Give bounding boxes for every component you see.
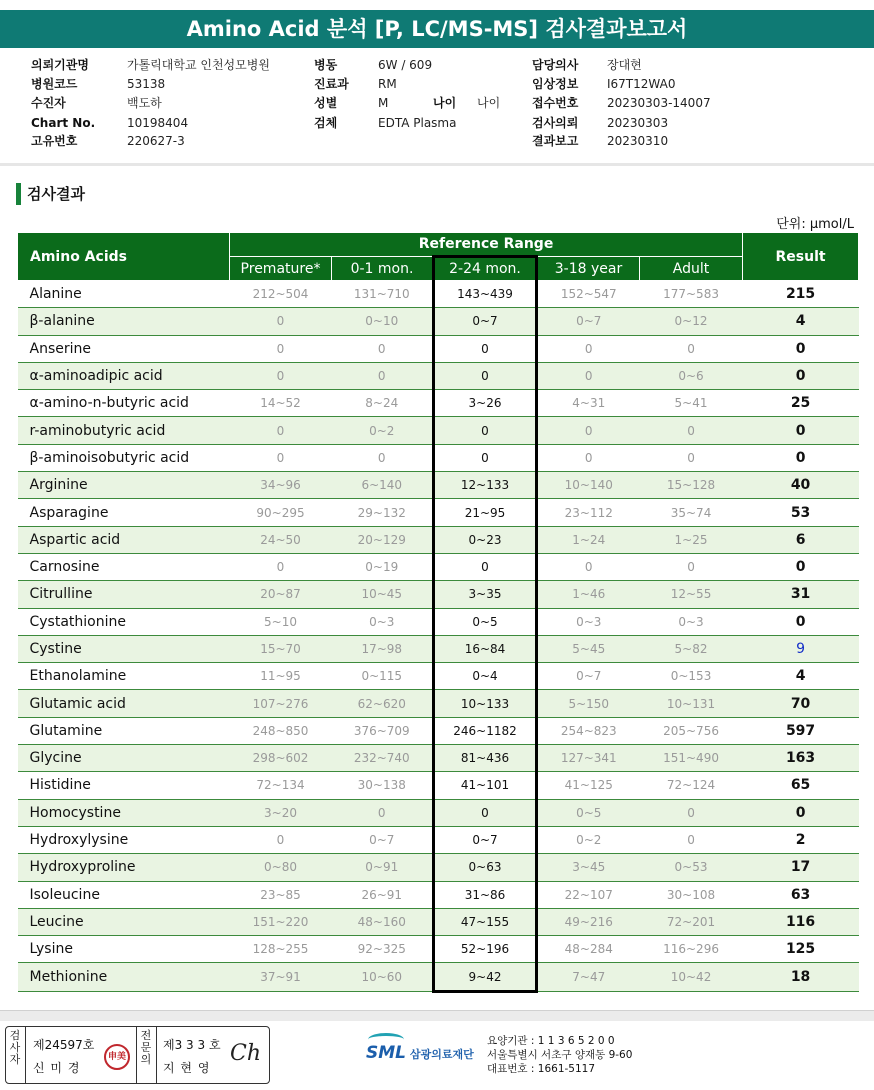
premature-range: 20~87: [230, 581, 332, 608]
neonate-range: 0: [332, 799, 434, 826]
code-label: 병원코드: [31, 77, 78, 91]
result-value: 215: [743, 281, 859, 308]
child-range: 7~47: [537, 963, 640, 991]
child-range: 10~140: [537, 472, 640, 499]
premature-range: 298~602: [230, 745, 332, 772]
neonate-range: 48~160: [332, 908, 434, 935]
infant-range: 31~86: [434, 881, 537, 908]
premature-range: 0: [230, 826, 332, 853]
neonate-range: 0~3: [332, 608, 434, 635]
neonate-range: 0~115: [332, 663, 434, 690]
amino-acid-name: Cystathionine: [18, 608, 230, 635]
result-value: 4: [743, 663, 859, 690]
result-value: 0: [743, 608, 859, 635]
neonate-range: 0~2: [332, 417, 434, 444]
header-result: Result: [743, 233, 859, 281]
unique-label: 고유번호: [31, 134, 78, 148]
unit-label: 단위: µmol/L: [776, 217, 854, 232]
infant-range: 12~133: [434, 472, 537, 499]
adult-range: 0~12: [640, 308, 743, 335]
amino-acid-name: Methionine: [18, 963, 230, 991]
child-range: 0~5: [537, 799, 640, 826]
adult-range: 151~490: [640, 745, 743, 772]
premature-range: 23~85: [230, 881, 332, 908]
adult-range: 0~6: [640, 362, 743, 389]
report-title: Amino Acid 분석 [P, LC/MS-MS] 검사결과보고서: [0, 10, 874, 48]
neonate-range: 0~7: [332, 826, 434, 853]
table-row: [18, 772, 859, 799]
adult-range: 1~25: [640, 526, 743, 553]
premature-range: 0: [230, 335, 332, 362]
premature-range: 14~52: [230, 390, 332, 417]
premature-range: 3~20: [230, 799, 332, 826]
result-value: 163: [743, 745, 859, 772]
result-value: 6: [743, 526, 859, 553]
table-row: [18, 499, 859, 526]
adult-range: 0: [640, 799, 743, 826]
table-row: [18, 936, 859, 963]
header-0-1-mon: 0-1 mon.: [332, 257, 434, 281]
result-value: 17: [743, 854, 859, 881]
receipt-value: 20230303-14007: [607, 96, 711, 110]
amino-acid-name: r-aminobutyric acid: [18, 417, 230, 444]
infant-range: 0: [434, 417, 537, 444]
infant-range: 143~439: [434, 281, 537, 308]
premature-range: 15~70: [230, 635, 332, 662]
header-3-18-year: 3-18 year: [537, 257, 640, 281]
amino-acid-name: Hydroxylysine: [18, 826, 230, 853]
ward-value: 6W / 609: [378, 58, 433, 72]
neonate-range: 20~129: [332, 526, 434, 553]
neonate-range: 92~325: [332, 936, 434, 963]
dept-value: RM: [378, 77, 397, 91]
table-row: [18, 717, 859, 744]
infant-range: 0: [434, 335, 537, 362]
neonate-range: 6~140: [332, 472, 434, 499]
table-row: [18, 335, 859, 362]
neonate-range: 26~91: [332, 881, 434, 908]
result-value: 0: [743, 444, 859, 471]
adult-range: 177~583: [640, 281, 743, 308]
amino-acid-name: Glutamic acid: [18, 690, 230, 717]
infant-range: 0~7: [434, 826, 537, 853]
adult-range: 0~3: [640, 608, 743, 635]
dept-label: 진료과: [314, 77, 349, 91]
infant-range: 9~42: [434, 963, 537, 991]
premature-range: 107~276: [230, 690, 332, 717]
neonate-range: 0: [332, 335, 434, 362]
adult-range: 10~42: [640, 963, 743, 991]
table-row: [18, 663, 859, 690]
premature-range: 90~295: [230, 499, 332, 526]
seal-stamp: 申美: [104, 1044, 130, 1070]
premature-range: 11~95: [230, 663, 332, 690]
result-value: 65: [743, 772, 859, 799]
amino-acid-name: Alanine: [18, 281, 230, 308]
table-row: [18, 745, 859, 772]
premature-range: 37~91: [230, 963, 332, 991]
infant-range: 0~7: [434, 308, 537, 335]
neonate-range: 62~620: [332, 690, 434, 717]
child-range: 49~216: [537, 908, 640, 935]
infant-range: 0~5: [434, 608, 537, 635]
code-value: 53138: [127, 77, 166, 91]
header-divider: [0, 163, 874, 166]
premature-range: 0: [230, 362, 332, 389]
amino-acid-name: Glycine: [18, 745, 230, 772]
header-premature: Premature*: [230, 257, 332, 281]
neonate-range: 0: [332, 444, 434, 471]
amino-acid-name: Ethanolamine: [18, 663, 230, 690]
amino-acid-name: β-alanine: [18, 308, 230, 335]
infant-range: 0: [434, 362, 537, 389]
child-range: 254~823: [537, 717, 640, 744]
result-value: 4: [743, 308, 859, 335]
amino-acid-name: α-aminoadipic acid: [18, 362, 230, 389]
adult-range: 0~53: [640, 854, 743, 881]
request-value: 20230303: [607, 116, 669, 130]
result-value: 25: [743, 390, 859, 417]
child-range: 1~24: [537, 526, 640, 553]
premature-range: 128~255: [230, 936, 332, 963]
child-range: 23~112: [537, 499, 640, 526]
child-range: 152~547: [537, 281, 640, 308]
child-range: 127~341: [537, 745, 640, 772]
specialist-name: 지 현 영: [163, 1061, 211, 1075]
report-value: 20230310: [607, 134, 669, 148]
premature-range: 0: [230, 444, 332, 471]
amino-acid-name: Carnosine: [18, 553, 230, 580]
request-label: 검사의뢰: [532, 116, 579, 130]
receipt-label: 접수번호: [532, 96, 579, 110]
name-label: 수진자: [31, 96, 66, 110]
amino-acid-name: Citrulline: [18, 581, 230, 608]
infant-range: 0~23: [434, 526, 537, 553]
adult-range: 0: [640, 335, 743, 362]
infant-range: 16~84: [434, 635, 537, 662]
premature-range: 34~96: [230, 472, 332, 499]
header-amino-acids: Amino Acids: [18, 233, 230, 281]
adult-range: 12~55: [640, 581, 743, 608]
neonate-range: 30~138: [332, 772, 434, 799]
table-row: [18, 963, 859, 991]
adult-range: 0~153: [640, 663, 743, 690]
result-value: 70: [743, 690, 859, 717]
examiner-label: 검사자: [9, 1029, 21, 1066]
child-range: 0~7: [537, 308, 640, 335]
table-row: [18, 854, 859, 881]
doctor-value: 장대현: [607, 58, 642, 72]
results-body: [18, 281, 859, 992]
footer-divider: [0, 1010, 874, 1021]
specialist-number: 제3 3 3 호: [163, 1038, 221, 1052]
neonate-range: 8~24: [332, 390, 434, 417]
premature-range: 0: [230, 553, 332, 580]
result-value: 0: [743, 799, 859, 826]
signature-box: [5, 1026, 270, 1084]
table-row: [18, 608, 859, 635]
neonate-range: 0: [332, 362, 434, 389]
logo-org-name: 삼광의료재단: [410, 1048, 474, 1061]
premature-range: 0~80: [230, 854, 332, 881]
premature-range: 72~134: [230, 772, 332, 799]
header-adult: Adult: [640, 257, 743, 281]
infant-range: 0: [434, 444, 537, 471]
report-label: 결과보고: [532, 134, 579, 148]
child-range: 22~107: [537, 881, 640, 908]
infant-range: 10~133: [434, 690, 537, 717]
result-value: 31: [743, 581, 859, 608]
specimen-label: 검체: [314, 116, 338, 130]
sex-label: 성별: [314, 96, 338, 110]
result-value: 2: [743, 826, 859, 853]
amino-acid-name: Hydroxyproline: [18, 854, 230, 881]
neonate-range: 232~740: [332, 745, 434, 772]
result-value: 9: [743, 635, 859, 662]
amino-acid-name: Arginine: [18, 472, 230, 499]
result-value: 53: [743, 499, 859, 526]
table-row: [18, 308, 859, 335]
child-range: 0: [537, 553, 640, 580]
child-range: 0: [537, 444, 640, 471]
chart-label: Chart No.: [31, 116, 96, 130]
table-row: [18, 390, 859, 417]
child-range: 0: [537, 335, 640, 362]
adult-range: 0: [640, 826, 743, 853]
adult-range: 35~74: [640, 499, 743, 526]
premature-range: 0: [230, 308, 332, 335]
table-row: [18, 799, 859, 826]
child-range: 41~125: [537, 772, 640, 799]
table-row: [18, 690, 859, 717]
hospital-label: 의뢰기관명: [31, 58, 89, 72]
neonate-range: 17~98: [332, 635, 434, 662]
infant-range: 81~436: [434, 745, 537, 772]
amino-acid-name: Lysine: [18, 936, 230, 963]
table-row: [18, 881, 859, 908]
table-row: [18, 472, 859, 499]
adult-range: 0: [640, 444, 743, 471]
neonate-range: 0~10: [332, 308, 434, 335]
result-value: 0: [743, 417, 859, 444]
premature-range: 212~504: [230, 281, 332, 308]
amino-acid-name: Leucine: [18, 908, 230, 935]
table-row: [18, 908, 859, 935]
specimen-value: EDTA Plasma: [378, 116, 457, 130]
infant-range: 0~4: [434, 663, 537, 690]
institution-phone: 대표번호 : 1661-5117: [487, 1063, 596, 1075]
adult-range: 0: [640, 417, 743, 444]
patient-info: [0, 56, 874, 156]
institution-address: 서울특별시 서초구 양재동 9-60: [487, 1049, 633, 1061]
amino-acid-name: β-aminoisobutyric acid: [18, 444, 230, 471]
adult-range: 205~756: [640, 717, 743, 744]
neonate-range: 0~91: [332, 854, 434, 881]
section-title: 검사결과: [16, 183, 85, 205]
child-range: 1~46: [537, 581, 640, 608]
table-row: [18, 635, 859, 662]
neonate-range: 10~45: [332, 581, 434, 608]
infant-range: 0: [434, 799, 537, 826]
child-range: 3~45: [537, 854, 640, 881]
amino-acid-name: Histidine: [18, 772, 230, 799]
infant-range: 3~35: [434, 581, 537, 608]
handwritten-signature: Ch: [230, 1041, 262, 1066]
table-row: [18, 281, 859, 308]
logo-text: SML: [366, 1043, 406, 1063]
child-range: 0~7: [537, 663, 640, 690]
result-value: 0: [743, 335, 859, 362]
table-row: [18, 417, 859, 444]
amino-acid-name: Cystine: [18, 635, 230, 662]
examiner-number: 제24597호: [33, 1038, 95, 1052]
infant-range: 47~155: [434, 908, 537, 935]
amino-acid-name: Isoleucine: [18, 881, 230, 908]
amino-acid-name: Aspartic acid: [18, 526, 230, 553]
institution-code: 요양기관 : 1 1 3 6 5 2 0 0: [487, 1035, 615, 1047]
result-value: 116: [743, 908, 859, 935]
premature-range: 24~50: [230, 526, 332, 553]
child-range: 0~3: [537, 608, 640, 635]
table-row: [18, 444, 859, 471]
premature-range: 151~220: [230, 908, 332, 935]
table-row: [18, 526, 859, 553]
infant-range: 52~196: [434, 936, 537, 963]
doctor-label: 담당의사: [532, 58, 579, 72]
header-reference-range: Reference Range: [230, 233, 743, 257]
adult-range: 72~201: [640, 908, 743, 935]
child-range: 5~45: [537, 635, 640, 662]
age-label: 나이: [433, 96, 457, 110]
result-value: 63: [743, 881, 859, 908]
hospital-value: 가톨릭대학교 인천성모병원: [127, 58, 270, 72]
infant-range: 0~63: [434, 854, 537, 881]
infant-range: 41~101: [434, 772, 537, 799]
infant-range: 246~1182: [434, 717, 537, 744]
amino-acid-name: Asparagine: [18, 499, 230, 526]
adult-range: 30~108: [640, 881, 743, 908]
age-value: 나이: [477, 96, 501, 110]
clinical-label: 임상정보: [532, 77, 579, 91]
premature-range: 5~10: [230, 608, 332, 635]
specialist-label: 전문의: [140, 1029, 152, 1066]
adult-range: 72~124: [640, 772, 743, 799]
ward-label: 병동: [314, 58, 338, 72]
amino-acid-name: Glutamine: [18, 717, 230, 744]
result-value: 40: [743, 472, 859, 499]
adult-range: 10~131: [640, 690, 743, 717]
child-range: 0~2: [537, 826, 640, 853]
premature-range: 0: [230, 417, 332, 444]
table-row: [18, 581, 859, 608]
child-range: 5~150: [537, 690, 640, 717]
amino-acid-name: α-amino-n-butyric acid: [18, 390, 230, 417]
adult-range: 0: [640, 553, 743, 580]
child-range: 0: [537, 417, 640, 444]
header-2-24-mon: 2-24 mon.: [434, 257, 537, 281]
premature-range: 248~850: [230, 717, 332, 744]
amino-acid-name: Anserine: [18, 335, 230, 362]
result-value: 125: [743, 936, 859, 963]
infant-range: 0: [434, 553, 537, 580]
result-value: 18: [743, 963, 859, 991]
clinical-value: I67T12WA0: [607, 77, 676, 91]
examiner-name: 신 미 경: [33, 1061, 81, 1075]
result-value: 597: [743, 717, 859, 744]
adult-range: 5~41: [640, 390, 743, 417]
sml-logo: [366, 1033, 484, 1073]
adult-range: 15~128: [640, 472, 743, 499]
adult-range: 5~82: [640, 635, 743, 662]
adult-range: 116~296: [640, 936, 743, 963]
table-row: [18, 826, 859, 853]
table-row: [18, 553, 859, 580]
neonate-range: 0~19: [332, 553, 434, 580]
sex-value: M: [378, 96, 389, 110]
neonate-range: 376~709: [332, 717, 434, 744]
child-range: 48~284: [537, 936, 640, 963]
neonate-range: 10~60: [332, 963, 434, 991]
table-row: [18, 362, 859, 389]
amino-acid-name: Homocystine: [18, 799, 230, 826]
infant-range: 3~26: [434, 390, 537, 417]
infant-range: 21~95: [434, 499, 537, 526]
result-value: 0: [743, 553, 859, 580]
institution-info: [487, 1034, 632, 1076]
child-range: 0: [537, 362, 640, 389]
result-value: 0: [743, 362, 859, 389]
chart-value: 10198404: [127, 116, 189, 130]
unique-value: 220627-3: [127, 134, 185, 148]
child-range: 4~31: [537, 390, 640, 417]
results-table: [17, 232, 859, 993]
neonate-range: 131~710: [332, 281, 434, 308]
name-value: 백도하: [127, 96, 162, 110]
neonate-range: 29~132: [332, 499, 434, 526]
